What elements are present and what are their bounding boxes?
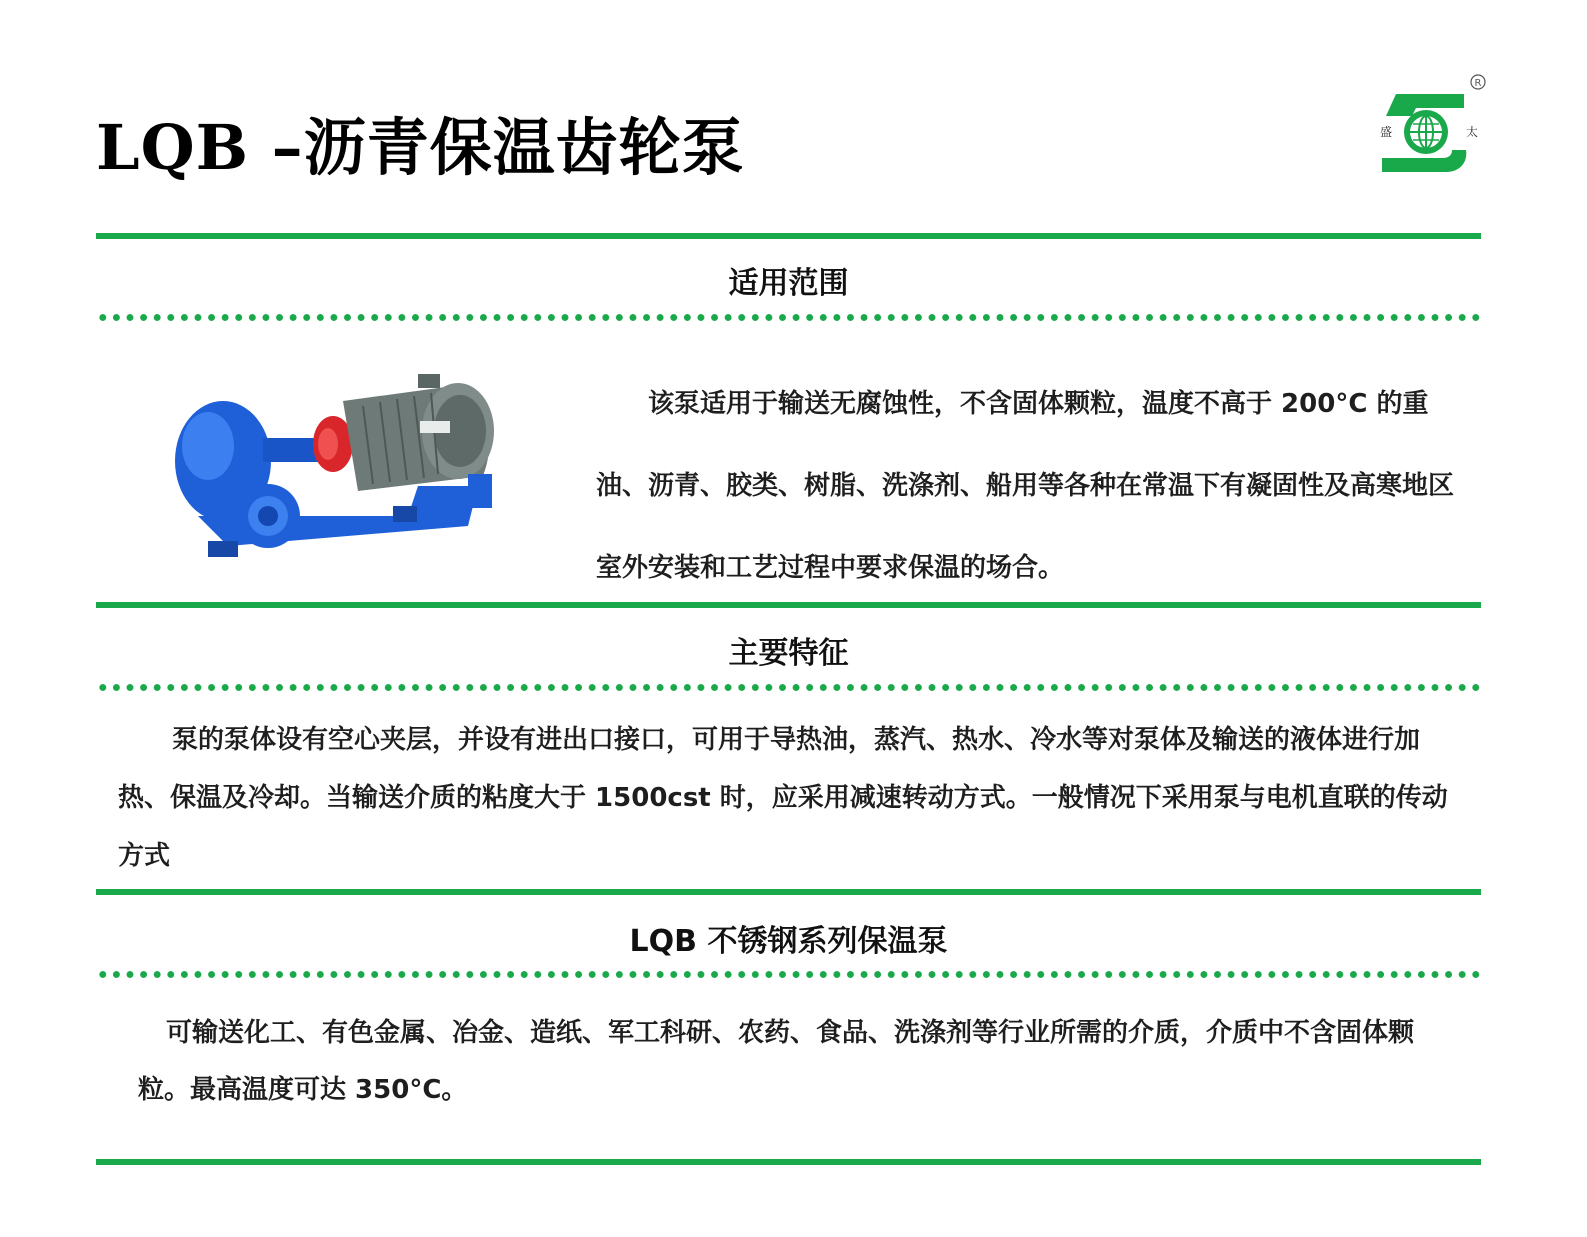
pump-image: [168, 366, 500, 570]
features-paragraph: [118, 711, 1454, 885]
section-heading-scope: 适用范围: [728, 266, 849, 301]
registered-symbol: R: [1474, 78, 1482, 89]
features-text: 泵的泵体设有空心夹层，并设有进出口接口，可用于导热油，蒸汽、热水、冷水等对泵体及输送的液体进行加热、保温及冷却。当输送介质的粘度大于 1500cst 时，应采用减速转动方式。一般情况下采用泵与电机直联的传动方式: [118, 725, 1448, 871]
section-rule-bottom: [96, 1159, 1481, 1165]
dotted-divider: [96, 971, 1481, 978]
scope-paragraph: [596, 363, 1454, 609]
stainless-paragraph: [138, 1005, 1454, 1119]
logo-char-left: 盛: [1380, 125, 1393, 139]
logo-char-right: 太: [1466, 125, 1479, 139]
stainless-text: 可输送化工、有色金属、冶金、造纸、军工科研、农药、食品、洗涤剂等行业所需的介质，介质中不含固体颗粒。最高温度可达 350°C。: [138, 1018, 1415, 1105]
section-heading-features: 主要特征: [728, 636, 849, 671]
section-rule: [96, 602, 1481, 608]
dotted-divider: [96, 314, 1481, 321]
dotted-divider: [96, 684, 1481, 691]
page-title: LQB –沥青保温齿轮泵: [96, 111, 745, 184]
section-rule-top: [96, 233, 1481, 239]
company-logo: [1368, 72, 1486, 182]
scope-text: 该泵适用于输送无腐蚀性，不含固体颗粒，温度不高于 200°C 的重油、沥青、胶类、树脂、洗涤剂、船用等各种在常温下有凝固性及高寒地区室外安装和工艺过程中要求保温的场合。: [596, 389, 1455, 583]
section-rule: [96, 889, 1481, 895]
section-heading-stainless: LQB 不锈钢系列保温泵: [629, 924, 948, 959]
